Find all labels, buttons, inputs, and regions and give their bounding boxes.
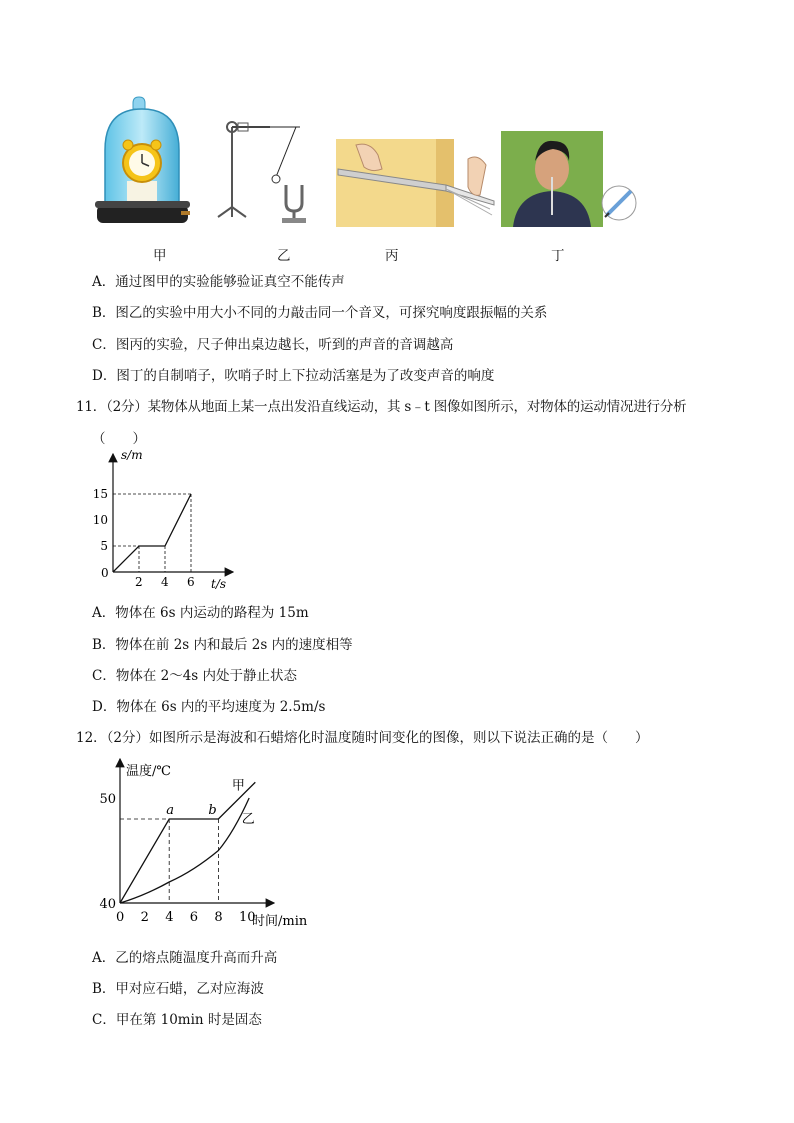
caption-jia: 甲	[153, 248, 167, 264]
q11-st-graph	[92, 448, 245, 593]
q10-option-d: D．图丁的自制哨子，吹哨子时上下拉动活塞是为了改变声音的响度	[92, 368, 495, 384]
q11-option-d: D．物体在 6s 内的平均速度为 2.5m/s	[92, 699, 326, 715]
x-tick-label: 2	[140, 910, 149, 925]
series-jia-line	[120, 782, 255, 903]
q10-option-a: A．通过图甲的实验能够验证真空不能传声	[92, 274, 345, 290]
y-axis-label: s/m	[121, 448, 143, 462]
x-tick-label: 6	[187, 575, 195, 589]
x-tick-label: 2	[135, 575, 143, 589]
st-line	[113, 494, 191, 572]
tuning-fork-pendulum-image	[210, 117, 305, 225]
x-tick-label: 6	[189, 910, 199, 925]
x-axis-label: 时间/min	[252, 914, 308, 929]
bell-jar-alarm-clock-image	[95, 95, 190, 230]
ruler-on-table-image	[336, 139, 496, 227]
boy-with-whistle-image	[501, 131, 641, 227]
y-tick-label: 15	[92, 487, 108, 501]
y-axis-label: 温度/℃	[126, 764, 171, 779]
q11-option-b: B．物体在前 2s 内和最后 2s 内的速度相等	[92, 637, 353, 653]
q11-option-a: A．物体在 6s 内运动的路程为 15m	[92, 605, 309, 621]
q11-stem: 11．（2分）某物体从地面上某一点出发沿直线运动，其 s﹣t 图像如图所示，对物体的运动情况进行分析	[76, 399, 687, 415]
x-tick-label: 4	[165, 910, 174, 925]
x-tick-label: 10	[239, 910, 256, 925]
q10-option-c: C．图丙的实验，尺子伸出桌边越长，听到的声音的音调越高	[92, 337, 454, 353]
y-tick-label: 50	[99, 792, 116, 807]
q10-option-b: B．图乙的实验中用大小不同的力敲击同一个音叉，可探究响度跟振幅的关系	[92, 305, 548, 321]
y-tick-label: 10	[92, 513, 108, 527]
q11-answer-blank: （ ）	[92, 431, 146, 447]
y-tick-label: 5	[100, 539, 108, 553]
figure-row	[90, 95, 650, 235]
q11-option-c: C．物体在 2～4s 内处于静止状态	[92, 668, 298, 684]
q12-option-b: B．甲对应石蜡，乙对应海波	[92, 981, 264, 997]
x-tick-label: 0	[116, 910, 125, 925]
caption-yi: 乙	[277, 248, 291, 264]
x-tick-label: 4	[161, 575, 169, 589]
caption-ding: 丁	[551, 248, 565, 264]
x-axis-label: t/s	[211, 577, 227, 591]
q12-option-c: C．甲在第 10min 时是固态	[92, 1012, 262, 1028]
series-label-jia: 甲	[231, 778, 245, 794]
caption-bing: 丙	[385, 248, 399, 264]
q12-melting-graph	[92, 755, 324, 935]
y-tick-label: 40	[99, 897, 116, 912]
x-tick-label: 8	[214, 910, 223, 925]
origin-label: 0	[101, 566, 109, 580]
series-yi-curve	[120, 798, 249, 903]
series-label-yi: 乙	[241, 812, 255, 828]
q12-option-a: A．乙的熔点随温度升高而升高	[92, 950, 278, 966]
point-label-a: a	[166, 803, 174, 818]
q12-stem: 12．（2分）如图所示是海波和石蜡熔化时温度随时间变化的图像，则以下说法正确的是（ ）	[76, 730, 649, 746]
point-label-b: b	[208, 803, 217, 818]
